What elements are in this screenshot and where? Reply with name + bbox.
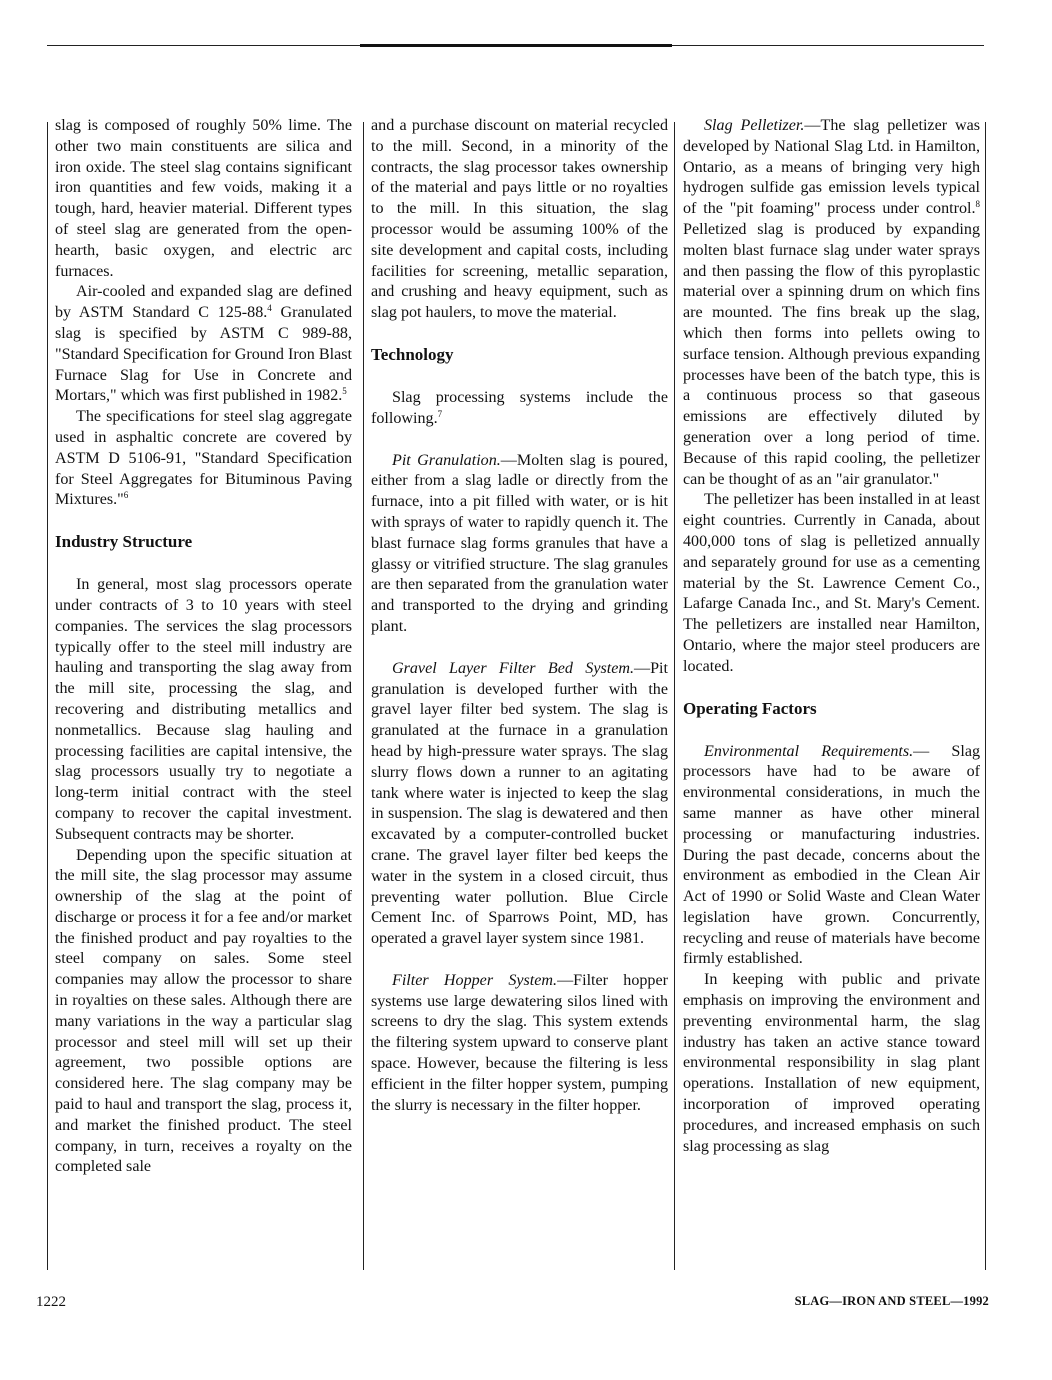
paragraph-environmental-stance: In keeping with public and private emphasis on improving the environment and preventing environmental harm, the slag industry has taken an active stance toward environmental responsibility in slag plant operations. Installation of new equipment, incorporation of improved operating procedures, and increased emphasis on such slag processing as slag [683, 971, 980, 1155]
column-rule-middle-1 [363, 122, 364, 1270]
paragraph-systems-intro: Slag processing systems include the following.$^7$ [371, 388, 668, 427]
subheading-slag-pelletizer: Slag Pelletizer. [704, 117, 805, 134]
footnote-ref: 8 [975, 199, 980, 210]
paragraph-steel-slag-specs: The specifications for steel slag aggregate used in asphaltic concrete are covered by ASTM D 5106-91, "Standard Specification for Steel Aggregates for Bituminous Paving Mixtures."$^6$ [55, 408, 352, 509]
section-heading-technology: Technology [371, 344, 454, 364]
footnote-ref: 6 [123, 490, 129, 501]
paragraph-slag-pelletizer: Slag Pelletizer.—The slag pelletizer was developed by National Slag Ltd. in Hamilton, Ontario, as a means of bringing very high hydrogen sulfide gas emission levels typical of the "pit foaming" process under control.$^8$ Pelletized slag is produced by expanding molten blast furnace slag under water sprays and then passing the flow of this pyroplastic material over a spinning drum on which fins are mounted. The fins break up the slag, which then forms into pellets owing to surface tension. Although previous expanding processes have been of the batch type, this is a continuous process so that gaseous emissions are effectively diluted by generation over a long period of time. Because of this rapid cooling, the pelletizer can be thought of as an "air granulator." [683, 117, 980, 488]
paragraph-contracts: In general, most slag processors operate under contracts of 3 to 10 years with steel companies. The services the slag processors typically offer to the steel mill industry are hauling and transporting the slag away from the mill site, processing the slag, and recovering and distributing metallics and nonmetallics. Because slag hauling and processing facilities are capital intensive, the slag processors usually try to negotiate a long-term initial contract with the steel company to recover the capital investment. Subsequent contracts may be shorter. [55, 576, 352, 843]
column-rule-left [47, 122, 48, 1270]
footnote-ref: 7 [437, 408, 443, 419]
subheading-filter-hopper: Filter Hopper System. [392, 971, 558, 989]
column-rule-right [985, 122, 986, 1270]
paragraph-filter-hopper: Filter Hopper System.—Filter hopper systems use large dewatering silos lined with screens to dry the slag. This system extends the filtering system upward to conserve plant space. However, because the filtering is less efficient in the filter hopper system, pumping the slurry is necessary in the filter hopper. [371, 971, 668, 1114]
paragraph-slag-composition: slag is composed of roughly 50% lime. The other two main constituents are silica and iron oxide. The steel slag contains significant iron quantities and few voids, making it a tough, hard, heavier material. Different types of steel slag are generated from the open-hearth, basic oxygen, and electric arc furnaces. [55, 117, 352, 280]
subheading-environmental-requirements: Environmental Requirements. [704, 742, 914, 760]
section-heading-operating-factors: Operating Factors [683, 698, 817, 718]
paragraph-purchase-discount: and a purchase discount on material recycled to the mill. Second, in a minority of the contracts, the slag processor takes ownership of the material and pays little or no royalties to the mill. In this situation, the slag processor would be assuming 100% of the site development and capital costs, including facilities for screening, metallic separation, and crushing and heavy equipment, such as slag pot haulers, to move the material. [371, 117, 668, 322]
text-column-1 [55, 116, 352, 1178]
paragraph-astm-standards: Air-cooled and expanded slag are defined by ASTM Standard C 125-88.$^4$ Granulated slag is specified by ASTM C 989-88, "Standard Specification for Ground Iron Blast Furnace Slag for Use in Concrete and Mortars," which was first published in 1982.$^5$ [55, 283, 352, 405]
subheading-pit-granulation: Pit Granulation. [392, 451, 501, 469]
column-rule-middle-2 [674, 122, 675, 1270]
subheading-gravel-layer: Gravel Layer Filter Bed System. [392, 659, 634, 677]
paragraph-gravel-layer: Gravel Layer Filter Bed System.—Pit granulation is developed further with the gravel layer filter bed system. The slag is granulated at the furnace in a granulation head by high-pressure water sprays. The slag slurry flows down a runner to an agitating tank where water is injected to keep the slag in suspension. The slag is dewatered and then excavated by a computer-controlled bucket crane. The gravel layer filter bed keeps the water in the system in a closed circuit, thus preventing water pollution. Blue Circle Cement Inc. of Sparrows Point, MD, has operated a gravel layer system since 1981. [371, 659, 668, 948]
header-rule-accent [360, 44, 672, 47]
footnote-ref: 5 [342, 386, 347, 397]
text-column-2 [371, 116, 668, 1116]
paragraph-pelletizer-installations: The pelletizer has been installed in at least eight countries. Currently in Canada, about 400,000 tons of slag is pelletized annually and separately ground for use as a cementing material by the St. Lawrence Cement Co., Lafarge Canada Inc., and St. Mary's Cement. The pelletizers are installed near Hamilton, Ontario, where the major steel producers are located. [683, 491, 980, 675]
page-number: 1222 [36, 1294, 66, 1310]
paragraph-ownership: Depending upon the specific situation at the mill site, the slag processor may assume ownership of the slag at the point of discharge or process it for a fee and/or market the finished product and pay royalties to the steel company on sales. Some steel companies may allow the processor to share in royalties on these sales. Although there are many variations in the way a particular slag processor and steel mill will set up their agreement, two possible options are considered here. The slag company may be paid to haul and transport the slag, process it, and market the finished product. The steel company, in turn, receives a royalty on the completed sale [55, 846, 352, 1176]
text-column-3 [683, 116, 980, 1157]
paragraph-pit-granulation: Pit Granulation.—Molten slag is poured, either from a slag ladle or directly from the furnace, into a pit filled with water, or is hit with sprays of water to rapidly quench it. The blast furnace slag forms granules that have a glassy or vitrified structure. The slag granules are then separated from the granulation water and transported to the drying and grinding plant. [371, 451, 668, 635]
footnote-ref: 4 [267, 303, 272, 314]
section-heading-industry-structure: Industry Structure [55, 532, 193, 552]
running-footer: SLAG—IRON AND STEEL—1992 [794, 1294, 989, 1308]
paragraph-environmental-requirements: Environmental Requirements.— Slag processors have had to be aware of environmental considerations, in much the same manner as have other mineral processing or manufacturing industries. During the past decade, concerns about the environment as embodied in the Clean Air Act of 1990 or Solid Waste and Clean Water legislation have grown. Concurrently, recycling and reuse of materials have become firmly established. [683, 742, 981, 968]
